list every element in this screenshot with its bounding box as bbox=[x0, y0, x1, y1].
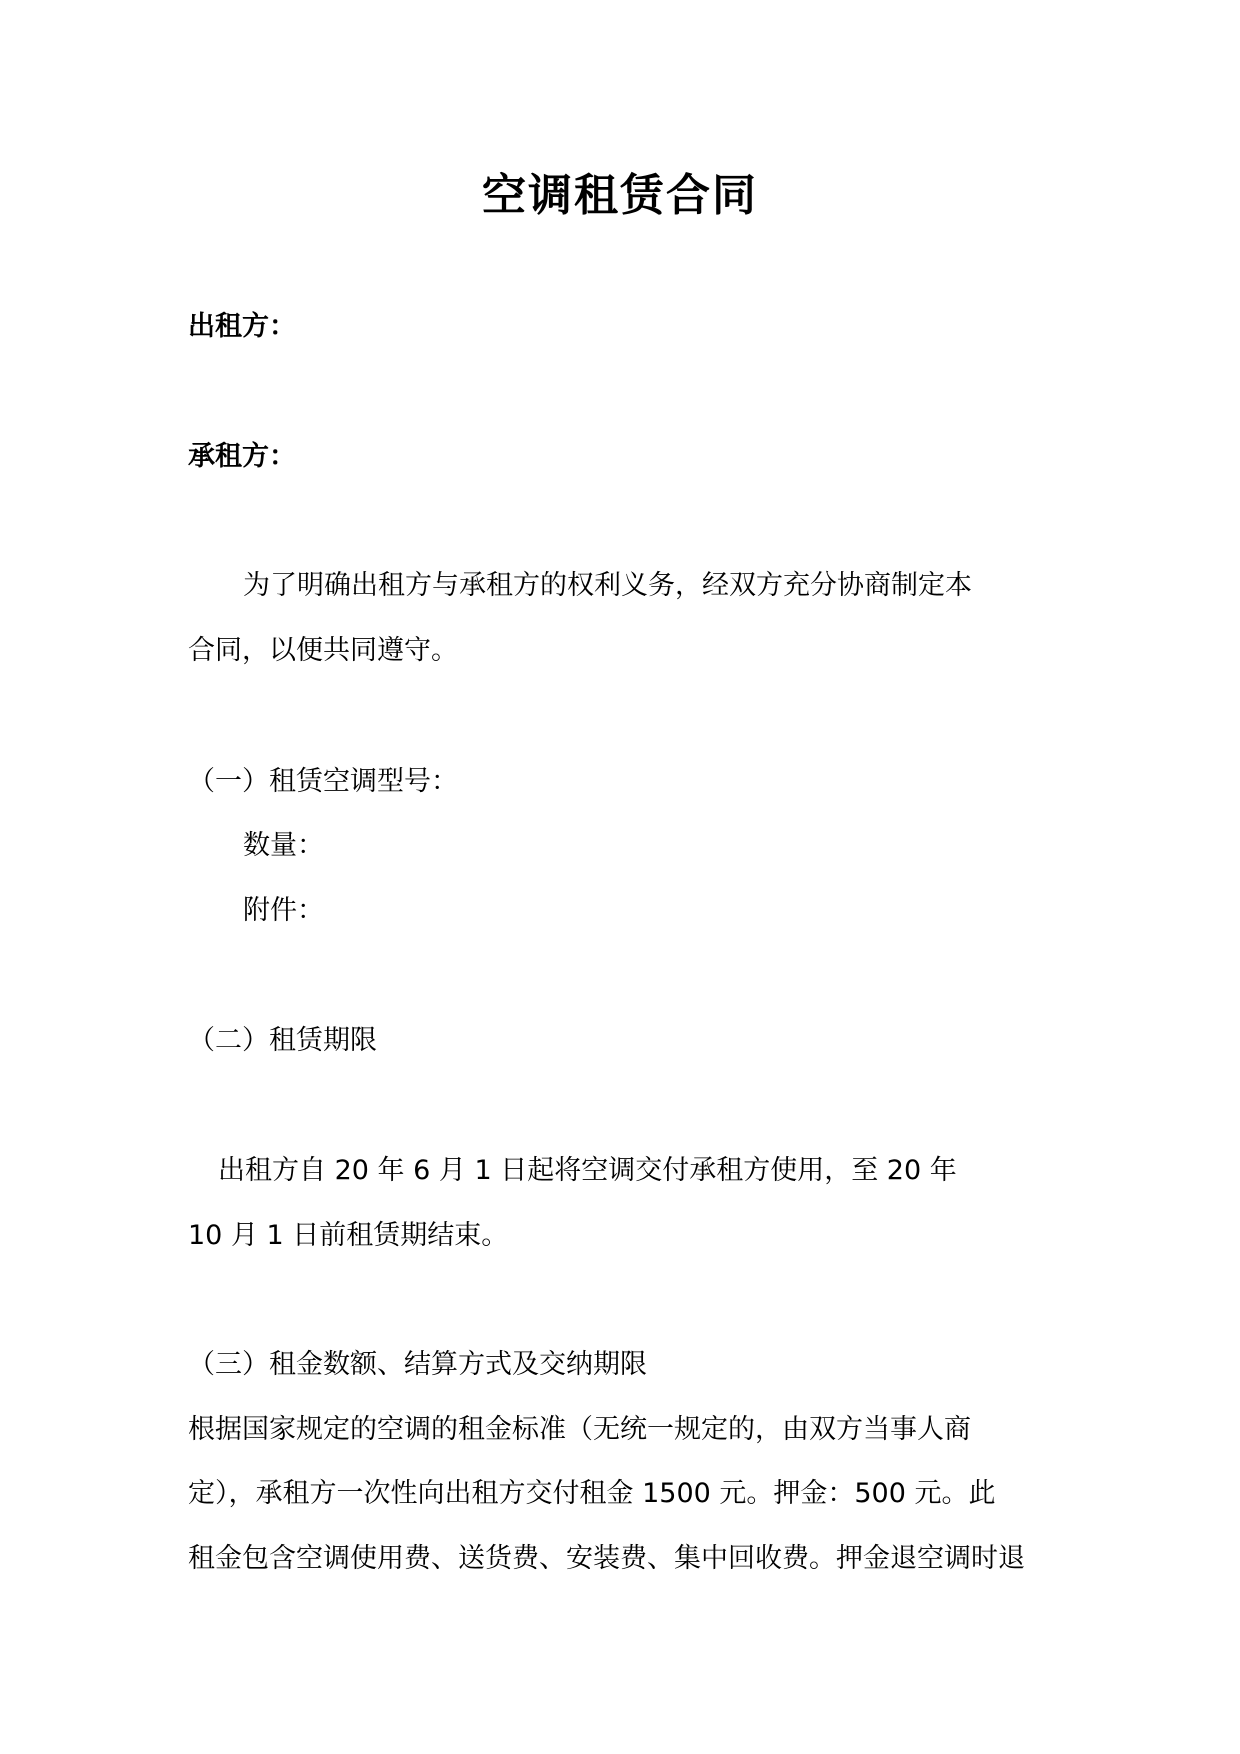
lessor-label: 出租方： bbox=[188, 311, 296, 342]
document-title: 空调租赁合同 bbox=[482, 170, 758, 221]
section-2-body-line-2: 10 月 1 日前租赁期结束。 bbox=[188, 1220, 509, 1251]
section-3-body-line-3: 租金包含空调使用费、送货费、安装费、集中回收费。押金退空调时退 bbox=[188, 1543, 1025, 1574]
intro-paragraph-line-1: 为了明确出租方与承租方的权利义务，经双方充分协商制定本 bbox=[243, 570, 972, 601]
section-2-heading: （二）租赁期限 bbox=[188, 1025, 377, 1056]
quantity-label: 数量： bbox=[243, 830, 324, 861]
section-2-body-line-1: 出租方自 20 年 6 月 1 日起将空调交付承租方使用，至 20 年 bbox=[218, 1155, 957, 1186]
section-1-heading: （一）租赁空调型号： bbox=[188, 766, 458, 797]
attachment-label: 附件： bbox=[243, 895, 324, 926]
section-3-body-line-1: 根据国家规定的空调的租金标准（无统一规定的，由双方当事人商 bbox=[188, 1414, 971, 1445]
section-3-body-line-2: 定），承租方一次性向出租方交付租金 1500 元。押金：500 元。此 bbox=[188, 1478, 996, 1509]
intro-paragraph-line-2: 合同，以便共同遵守。 bbox=[188, 635, 458, 666]
lessee-label: 承租方： bbox=[188, 441, 296, 472]
section-3-heading: （三）租金数额、结算方式及交纳期限 bbox=[188, 1349, 647, 1380]
